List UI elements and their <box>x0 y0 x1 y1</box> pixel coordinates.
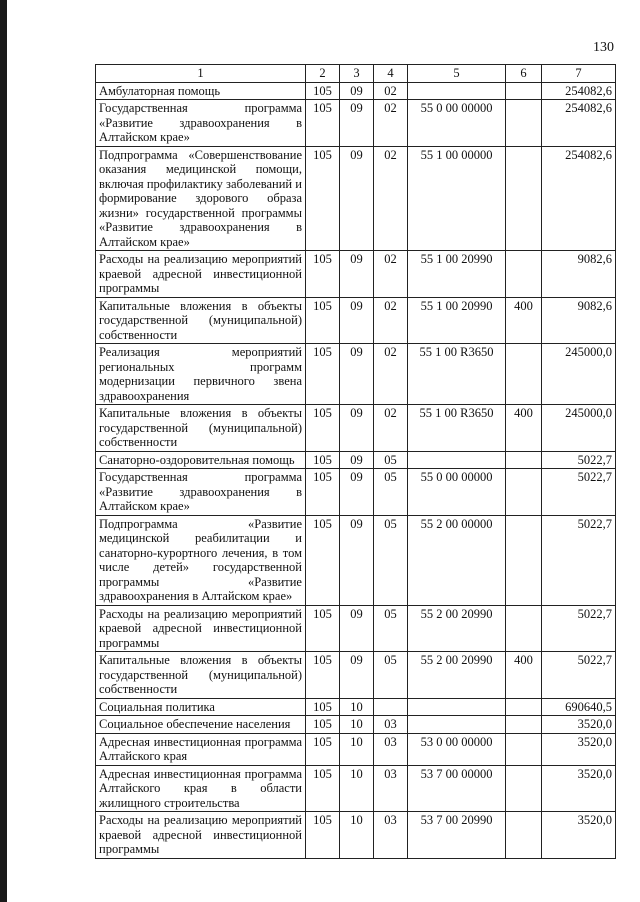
table-body <box>96 65 616 859</box>
cell-amount: 5022,7 <box>542 515 616 605</box>
cell-ministry: 105 <box>306 451 340 469</box>
table-row <box>96 515 616 605</box>
cell-section: 10 <box>340 812 374 859</box>
cell-subsection: 02 <box>374 405 408 452</box>
table-row <box>96 605 616 652</box>
cell-section: 10 <box>340 765 374 812</box>
table-row <box>96 698 616 716</box>
cell-subsection: 05 <box>374 515 408 605</box>
cell-name: Адресная инвестиционная программа Алтайского края <box>96 733 306 765</box>
cell-ministry: 105 <box>306 733 340 765</box>
cell-target-article: 55 0 00 00000 <box>408 100 506 147</box>
cell-name: Расходы на реализацию мероприятий краевой адресной инвестиционной программы <box>96 605 306 652</box>
cell-expense-type <box>506 716 542 734</box>
cell-name: Санаторно-оздоровительная помощь <box>96 451 306 469</box>
cell-amount: 3520,0 <box>542 733 616 765</box>
cell-name: Социальная политика <box>96 698 306 716</box>
cell-target-article <box>408 82 506 100</box>
cell-ministry: 105 <box>306 405 340 452</box>
cell-expense-type <box>506 765 542 812</box>
cell-section: 09 <box>340 146 374 251</box>
cell-ministry: 105 <box>306 344 340 405</box>
cell-target-article: 55 2 00 00000 <box>408 515 506 605</box>
cell-name: Расходы на реализацию мероприятий краевой адресной инвестиционной программы <box>96 812 306 859</box>
cell-name: Капитальные вложения в объекты государственной (муниципальной) собственности <box>96 405 306 452</box>
cell-section: 09 <box>340 297 374 344</box>
page-number: 130 <box>593 40 614 55</box>
cell-expense-type <box>506 812 542 859</box>
cell-section: 10 <box>340 698 374 716</box>
cell-amount: 690640,5 <box>542 698 616 716</box>
cell-name: Реализация мероприятий региональных программ модернизации первичного звена здравоохранения <box>96 344 306 405</box>
cell-subsection: 05 <box>374 451 408 469</box>
cell-ministry: 105 <box>306 251 340 298</box>
cell-section: 09 <box>340 451 374 469</box>
cell-target-article: 55 2 00 20990 <box>408 652 506 699</box>
cell-amount: 254082,6 <box>542 82 616 100</box>
cell-expense-type <box>506 344 542 405</box>
column-header-ministry: 2 <box>306 65 340 83</box>
cell-amount: 5022,7 <box>542 451 616 469</box>
column-header-expense-type: 6 <box>506 65 542 83</box>
cell-target-article: 53 7 00 00000 <box>408 765 506 812</box>
table-row <box>96 652 616 699</box>
cell-target-article: 55 1 00 20990 <box>408 251 506 298</box>
cell-target-article: 53 0 00 00000 <box>408 733 506 765</box>
cell-amount: 5022,7 <box>542 605 616 652</box>
cell-target-article: 55 1 00 20990 <box>408 297 506 344</box>
cell-amount: 3520,0 <box>542 765 616 812</box>
cell-section: 09 <box>340 405 374 452</box>
cell-amount: 5022,7 <box>542 652 616 699</box>
table-row <box>96 733 616 765</box>
cell-target-article <box>408 716 506 734</box>
cell-name: Адресная инвестиционная программа Алтайского края в области жилищного строительства <box>96 765 306 812</box>
table-row <box>96 765 616 812</box>
cell-subsection: 03 <box>374 812 408 859</box>
cell-amount: 5022,7 <box>542 469 616 516</box>
cell-amount: 9082,6 <box>542 297 616 344</box>
cell-name: Капитальные вложения в объекты государственной (муниципальной) собственности <box>96 297 306 344</box>
column-header-section: 3 <box>340 65 374 83</box>
cell-ministry: 105 <box>306 469 340 516</box>
cell-amount: 245000,0 <box>542 405 616 452</box>
cell-section: 09 <box>340 652 374 699</box>
cell-section: 09 <box>340 469 374 516</box>
cell-ministry: 105 <box>306 812 340 859</box>
cell-name: Социальное обеспечение населения <box>96 716 306 734</box>
cell-subsection: 02 <box>374 297 408 344</box>
cell-subsection: 03 <box>374 716 408 734</box>
cell-ministry: 105 <box>306 100 340 147</box>
cell-expense-type: 400 <box>506 405 542 452</box>
column-header-name: 1 <box>96 65 306 83</box>
cell-ministry: 105 <box>306 146 340 251</box>
cell-section: 09 <box>340 605 374 652</box>
cell-subsection: 05 <box>374 605 408 652</box>
cell-expense-type <box>506 469 542 516</box>
cell-name: Амбулаторная помощь <box>96 82 306 100</box>
table-row <box>96 812 616 859</box>
cell-expense-type <box>506 515 542 605</box>
table-row <box>96 100 616 147</box>
table-row <box>96 146 616 251</box>
column-header-target-article: 5 <box>408 65 506 83</box>
cell-section: 10 <box>340 716 374 734</box>
cell-amount: 245000,0 <box>542 344 616 405</box>
cell-ministry: 105 <box>306 652 340 699</box>
scan-edge-shadow <box>0 0 7 902</box>
cell-ministry: 105 <box>306 716 340 734</box>
table-row <box>96 82 616 100</box>
cell-expense-type <box>506 251 542 298</box>
cell-ministry: 105 <box>306 698 340 716</box>
cell-expense-type <box>506 733 542 765</box>
cell-name: Подпрограмма «Совершенствование оказания медицинской помощи, включая профилактику заболеваний и формирование здорового образа жизни» государственной программы «Развитие здравоохранения в Алтайском крае» <box>96 146 306 251</box>
cell-target-article: 53 7 00 20990 <box>408 812 506 859</box>
cell-target-article: 55 1 00 R3650 <box>408 344 506 405</box>
cell-ministry: 105 <box>306 515 340 605</box>
cell-target-article: 55 1 00 R3650 <box>408 405 506 452</box>
table-row <box>96 405 616 452</box>
table-row <box>96 469 616 516</box>
cell-name: Государственная программа «Развитие здравоохранения в Алтайском крае» <box>96 100 306 147</box>
cell-target-article: 55 2 00 20990 <box>408 605 506 652</box>
cell-section: 09 <box>340 100 374 147</box>
cell-ministry: 105 <box>306 605 340 652</box>
cell-target-article <box>408 451 506 469</box>
cell-target-article: 55 1 00 00000 <box>408 146 506 251</box>
cell-subsection: 02 <box>374 251 408 298</box>
cell-subsection: 03 <box>374 733 408 765</box>
cell-amount: 9082,6 <box>542 251 616 298</box>
table-row <box>96 716 616 734</box>
table-row <box>96 297 616 344</box>
cell-amount: 3520,0 <box>542 716 616 734</box>
cell-expense-type <box>506 451 542 469</box>
cell-target-article: 55 0 00 00000 <box>408 469 506 516</box>
cell-expense-type: 400 <box>506 652 542 699</box>
cell-expense-type <box>506 82 542 100</box>
cell-expense-type <box>506 100 542 147</box>
cell-subsection: 02 <box>374 100 408 147</box>
cell-target-article <box>408 698 506 716</box>
cell-amount: 254082,6 <box>542 146 616 251</box>
cell-amount: 254082,6 <box>542 100 616 147</box>
cell-section: 09 <box>340 82 374 100</box>
cell-expense-type <box>506 605 542 652</box>
cell-ministry: 105 <box>306 82 340 100</box>
cell-expense-type: 400 <box>506 297 542 344</box>
cell-subsection: 02 <box>374 82 408 100</box>
cell-subsection: 05 <box>374 652 408 699</box>
cell-amount: 3520,0 <box>542 812 616 859</box>
cell-subsection: 02 <box>374 146 408 251</box>
column-header-amount: 7 <box>542 65 616 83</box>
budget-table <box>95 64 616 859</box>
cell-section: 09 <box>340 515 374 605</box>
cell-section: 09 <box>340 344 374 405</box>
cell-expense-type <box>506 698 542 716</box>
cell-subsection: 02 <box>374 344 408 405</box>
table-row <box>96 451 616 469</box>
table-row <box>96 344 616 405</box>
column-header-subsection: 4 <box>374 65 408 83</box>
cell-subsection <box>374 698 408 716</box>
cell-name: Расходы на реализацию мероприятий краевой адресной инвестиционной программы <box>96 251 306 298</box>
cell-ministry: 105 <box>306 297 340 344</box>
cell-name: Государственная программа «Развитие здравоохранения в Алтайском крае» <box>96 469 306 516</box>
cell-ministry: 105 <box>306 765 340 812</box>
cell-section: 09 <box>340 251 374 298</box>
header-row <box>96 65 616 83</box>
cell-expense-type <box>506 146 542 251</box>
cell-subsection: 05 <box>374 469 408 516</box>
table-row <box>96 251 616 298</box>
cell-subsection: 03 <box>374 765 408 812</box>
cell-name: Капитальные вложения в объекты государственной (муниципальной) собственности <box>96 652 306 699</box>
cell-name: Подпрограмма «Развитие медицинской реабилитации и санаторно-курортного лечения, в том числе детей» государственной программы «Развитие здравоохранения в Алтайском крае» <box>96 515 306 605</box>
cell-section: 10 <box>340 733 374 765</box>
